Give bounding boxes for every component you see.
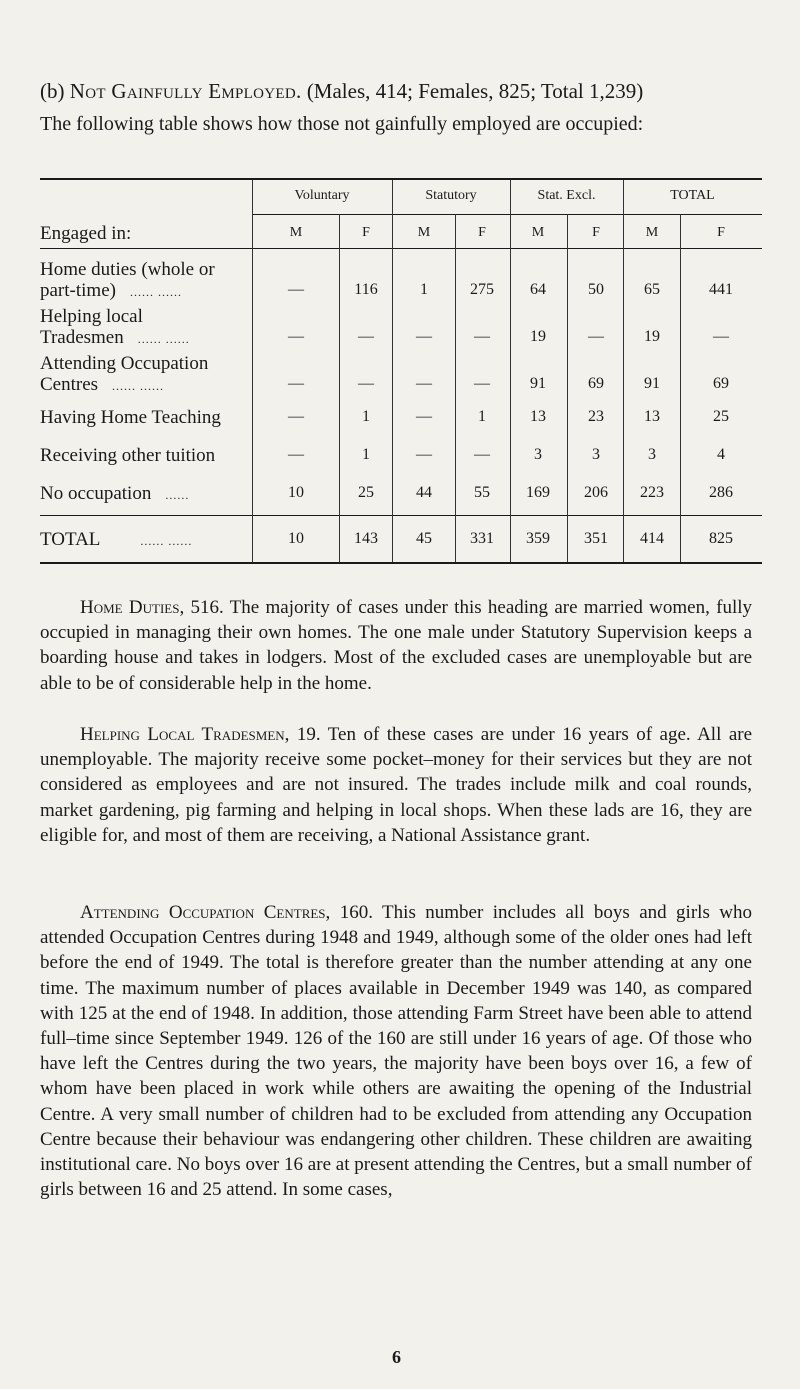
table-cell: 3 (648, 446, 656, 463)
row-label (40, 406, 252, 430)
subheader-voluntary-f: F (362, 225, 370, 240)
table-cell: — (416, 375, 432, 392)
row-label-line1: Attending Occupation (40, 353, 209, 374)
subheader-total-m: M (645, 225, 659, 240)
table-cell: 169 (526, 484, 550, 501)
table-cell: 1 (420, 281, 428, 298)
paragraph-lead: Home Duties, (80, 597, 185, 618)
total-cell: 10 (288, 530, 304, 547)
table-cell: 64 (530, 281, 546, 298)
table-cell: — (474, 328, 490, 345)
table-cell: — (416, 446, 432, 463)
occupation-table (40, 178, 762, 564)
table-cell: 91 (644, 375, 660, 392)
row-label (40, 373, 252, 398)
total-cell: 45 (416, 530, 432, 547)
total-label-text: TOTAL (40, 529, 101, 550)
table-cell: 3 (592, 446, 600, 463)
total-cell: 143 (354, 530, 378, 547)
group-voluntary: Voluntary (294, 188, 350, 203)
heading-prefix: (b) (40, 79, 70, 103)
group-total: TOTAL (670, 188, 715, 203)
total-cell: 825 (709, 530, 733, 547)
table-cell: 223 (640, 484, 664, 501)
table-cell: 44 (416, 484, 432, 501)
paragraph-text: 516. The majority of cases under this heading are married women, fully occupied in managing their own homes. The one male under Statutory Supervision keeps a boarding house and takes in lodgers. Most of the excluded cases are unemployable but are able to be of considerable help in the home. (40, 597, 752, 694)
table-cell: — (416, 328, 432, 345)
table-cell: 1 (478, 408, 486, 425)
intro-text: The following table shows how those not gainfully employed are occupied: (40, 113, 644, 135)
row-leader-dots: ...... (165, 488, 190, 502)
row-label (40, 326, 252, 351)
row-label (40, 444, 252, 468)
table-cell: 10 (288, 484, 304, 501)
row-label-text: Tradesmen (40, 327, 124, 348)
subheader-statexcl-m: M (531, 225, 545, 240)
table-cell: 116 (354, 281, 378, 298)
row-leader-dots: ...... ...... (112, 379, 165, 393)
row-label-text: Receiving other tuition (40, 445, 216, 466)
paragraph-lead: Helping Local Tradesmen, (80, 724, 290, 745)
row-header: Engaged in: (40, 223, 132, 244)
table-cell: 25 (713, 408, 729, 425)
page-number: 6 (392, 1347, 401, 1367)
paragraph-lead: Attending Occupation Centres, (80, 902, 331, 923)
row-label-text: No occupation (40, 483, 152, 504)
table-cell: 275 (470, 281, 494, 298)
heading-title: Not Gainfully Employed. (69, 79, 302, 103)
row-label-text: Centres (40, 374, 99, 395)
table-cell: — (288, 446, 304, 463)
table-cell: 1 (362, 446, 370, 463)
subheader-total-f: F (717, 225, 725, 240)
row-label-text: part-time) (40, 280, 116, 301)
table-cell: — (358, 328, 374, 345)
table-cell: 23 (588, 408, 604, 425)
paragraph-helping-tradesmen (40, 722, 752, 848)
row-label-text: Having Home Teaching (40, 407, 221, 428)
table-cell: 55 (474, 484, 490, 501)
subheader-statexcl-f: F (592, 225, 600, 240)
heading-counts: (Males, 414; Females, 825; Total 1,239) (301, 79, 644, 103)
table-cell: — (288, 328, 304, 345)
table-cell: 206 (584, 484, 608, 501)
table-cell: 441 (709, 281, 733, 298)
row-label (40, 279, 252, 304)
total-cell: 331 (470, 530, 494, 547)
table-cell: — (474, 375, 490, 392)
total-leader-dots: ...... ...... (140, 534, 193, 548)
subheader-statutory-f: F (478, 225, 486, 240)
table-cell: — (358, 375, 374, 392)
total-cell: 359 (526, 530, 550, 547)
group-stat-excl: Stat. Excl. (537, 188, 596, 203)
table-cell: 1 (362, 408, 370, 425)
row-label-line1: Helping local (40, 306, 143, 327)
table-cell: — (288, 375, 304, 392)
total-cell: 351 (584, 530, 608, 547)
table-cell: 50 (588, 281, 604, 298)
table-cell: 19 (530, 328, 546, 345)
row-leader-dots: ...... ...... (129, 285, 182, 299)
table-cell: — (474, 446, 490, 463)
table-cell: 286 (709, 484, 733, 501)
table-cell: 65 (644, 281, 660, 298)
table-cell: 13 (644, 408, 660, 425)
paragraph-text: 160. This number includes all boys and girls who attended Occupation Centres during 1948 and 1949, although some of the older ones had left before the end of 1949. The total is therefore greater than the number attending at any one time. The maximum number of places available in December 1949 was 140, as compared with 125 at the end of 1948. In addition, those attending Farm Street have been able to attend full–time since September 1949. 126 of the 160 are still under 16 years of age. Of those who have left the Centres during the two years, the majority have been boys over 16, a few of whom have been placed in work while others are awaiting the opening of the Industrial Centre. A very small number of children had to be excluded from attending any Occupation Centre because their behaviour was endangering other children. These children are awaiting institutional care. No boys over 16 are at present attending the Centres, but a small number of girls between 16 and 25 attend. In some cases, (40, 902, 752, 1201)
total-row-label (40, 528, 252, 553)
table-cell: 91 (530, 375, 546, 392)
row-leader-dots: ...... ...... (137, 332, 190, 346)
table-cell: — (713, 328, 729, 345)
table-cell: — (288, 408, 304, 425)
paragraph-text: 19. Ten of these cases are under 16 years of age. All are unemployable. The majority receive some pocket–money for their services but they are not considered as employees and are not insured. The trades include milk and coal rounds, market gardening, pig farming and helping in local shops. When these lads are 16, they are eligible for, and most of them are receiving, a National Assistance grant. (40, 724, 753, 846)
table-cell: — (416, 408, 432, 425)
subheader-voluntary-m: M (289, 225, 303, 240)
table-cell: 69 (588, 375, 604, 392)
table-cell: 13 (530, 408, 546, 425)
row-label-line1: Home duties (whole or (40, 259, 215, 280)
paragraph-occupation-centres (40, 900, 752, 1202)
row-label (40, 482, 252, 507)
table-cell: 3 (534, 446, 542, 463)
table-cell: 25 (358, 484, 374, 501)
section-heading (40, 78, 760, 104)
total-cell: 414 (640, 530, 664, 547)
table-cell: 69 (713, 375, 729, 392)
table-cell: — (588, 328, 604, 345)
paragraph-home-duties (40, 595, 752, 696)
subheader-statutory-m: M (417, 225, 431, 240)
table-cell: — (288, 281, 304, 298)
table-cell: 4 (717, 446, 725, 463)
group-statutory: Statutory (425, 188, 477, 203)
table-cell: 19 (644, 328, 660, 345)
